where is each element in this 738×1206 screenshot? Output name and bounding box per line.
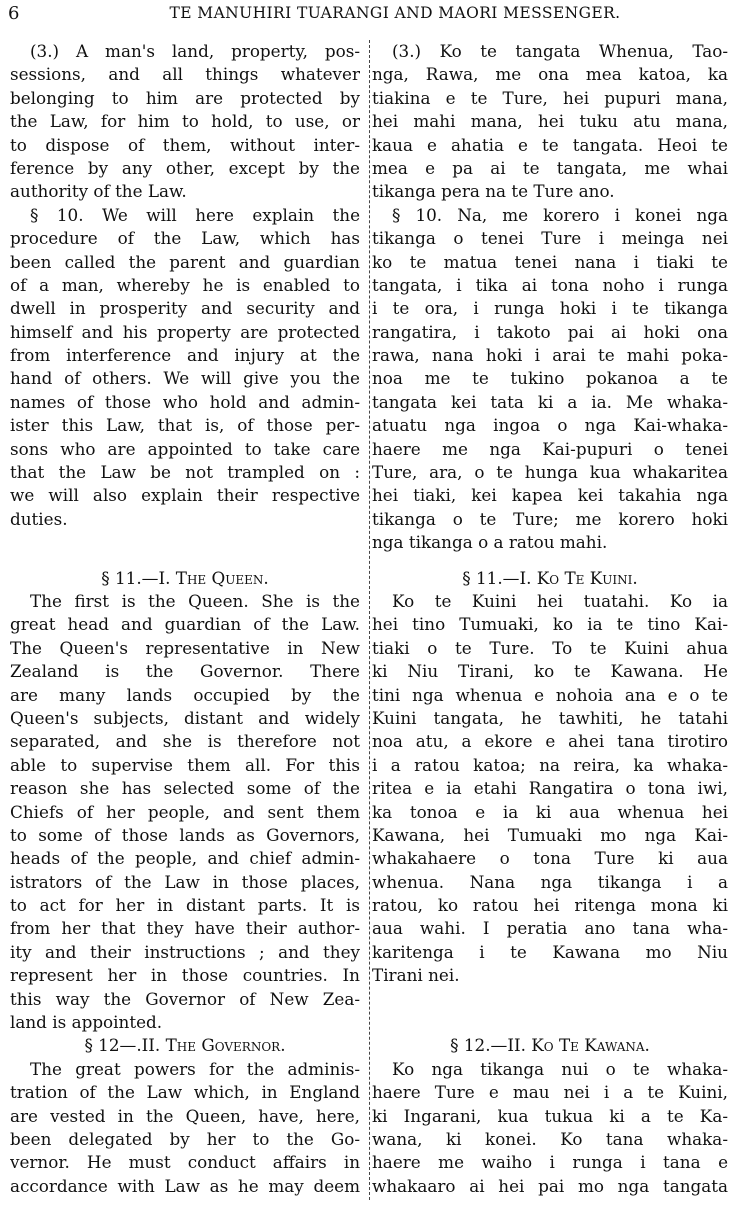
- text-line: wana, ki konei. Ko tana whaka-: [372, 1128, 728, 1149]
- text-line: aua wahi. I peratia ano tana wha-: [372, 918, 728, 939]
- text-line: sessions, and all things whatever: [10, 64, 360, 85]
- text-line: Ture, ara, o te hunga kua whakaritea: [372, 462, 728, 483]
- text-line: of a man, whereby he is enabled to: [10, 274, 360, 295]
- text-line: Kawana, hei Tumuaki mo nga Kai-: [372, 824, 728, 845]
- text-line: (3.) A man's land, property, pos-: [30, 41, 360, 61]
- text-line: nga, Rawa, me ona mea katoa, ka: [372, 64, 728, 85]
- text-line: tikanga o te Ture; me korero hoki: [372, 508, 728, 529]
- section-heading-queen: § 11.—I. The Queen.: [101, 567, 269, 588]
- text-line: ko te matua tenei nana i tiaki te: [372, 251, 728, 272]
- text-line: great head and guardian of the Law.: [10, 614, 360, 635]
- text-line: Kuini tangata, he tawhiti, he tatahi: [372, 707, 728, 728]
- text-line: ki Ingarani, kua tukua ki a te Ka-: [372, 1105, 728, 1126]
- text-line: hei tino Tumuaki, ko ia te tino Kai-: [372, 614, 728, 635]
- text-line: belonging to him are protected by: [10, 87, 360, 108]
- text-line: land is appointed.: [10, 1012, 163, 1033]
- text-line: Tirani nei.: [372, 965, 460, 986]
- text-line: tangata kei tata ki a ia. Me whaka-: [372, 391, 728, 412]
- text-line: rangatira, i takoto pai ai hoki ona: [372, 321, 728, 342]
- text-line: ka tonoa e ia ki aua whenua hei: [372, 801, 728, 822]
- text-line: reason she has selected some of the: [10, 778, 360, 799]
- text-line: authority of the Law.: [10, 181, 187, 202]
- text-line: ratou, ko ratou hei ritenga mona ki: [372, 895, 728, 916]
- text-line: dwell in prosperity and security and: [10, 298, 360, 319]
- text-line: noa atu, a ekore e ahei tana tirotiro: [372, 731, 728, 752]
- english-section-12: [10, 1058, 360, 1198]
- text-line: ister this Law, that is, of those per-: [10, 415, 360, 436]
- text-line: been delegated by her to the Go-: [10, 1128, 360, 1149]
- text-line: tration of the Law which, in England: [10, 1082, 360, 1103]
- text-line: mea e pa ai te tangata, me whai: [372, 157, 728, 178]
- text-line: haere Ture e mau nei i a te Kuini,: [372, 1082, 728, 1103]
- text-line: ritea e ia etahi Rangatira o tona iwi,: [372, 778, 728, 799]
- text-line: tiaki o te Ture. To te Kuini ahua: [372, 637, 728, 658]
- maori-section-11: [372, 590, 728, 988]
- text-line: are vested in the Queen, have, here,: [10, 1105, 360, 1126]
- text-line: hei mahi mana, hei tuku atu mana,: [372, 111, 728, 132]
- text-line: to act for her in distant parts. It is: [10, 895, 360, 916]
- text-line: tiakina e te Ture, hei pupuri mana,: [372, 87, 728, 108]
- text-line: ference by any other, except by the: [10, 157, 360, 178]
- text-line: karitenga i te Kawana mo Niu: [372, 941, 728, 962]
- text-line: tini nga whenua e nohoia ana e o te: [372, 684, 728, 705]
- text-line: noa me te tukino pokanoa a te: [372, 368, 728, 389]
- english-section-10: [10, 204, 360, 531]
- column-divider: [369, 40, 370, 1200]
- text-line: hand of others. We will give you the: [10, 368, 360, 389]
- text-line: haere me waiho i runga i tana e: [372, 1152, 728, 1173]
- text-line: rawa, nana hoki i arai te mahi poka-: [372, 345, 728, 366]
- text-line: the Law, for him to hold, to use, or: [10, 111, 360, 132]
- text-line: atuatu nga ingoa o nga Kai-whaka-: [372, 415, 728, 436]
- text-line: whakahaere o tona Ture ki aua: [372, 848, 728, 869]
- maori-section-12: [372, 1058, 728, 1198]
- text-line: himself and his property are protected: [10, 321, 360, 342]
- text-line: vernor. He must conduct affairs in: [10, 1152, 360, 1173]
- text-line: represent her in those countries. In: [10, 965, 360, 986]
- section-heading-governor: § 12—.II. The Governor.: [84, 1035, 286, 1056]
- text-line: from her that they have their author-: [10, 918, 360, 939]
- text-line: separated, and she is therefore not: [10, 731, 360, 752]
- text-line: been called the parent and guardian: [10, 251, 360, 272]
- text-line: The Queen's representative in New: [10, 637, 360, 658]
- running-title: TE MANUHIRI TUARANGI AND MAORI MESSENGER.: [169, 4, 621, 22]
- text-line: tangata, i tika ai tona noho i runga: [372, 274, 728, 295]
- text-line: (3.) Ko te tangata Whenua, Tao-: [392, 41, 728, 61]
- text-line: Chiefs of her people, and sent them: [10, 801, 360, 822]
- text-line: able to supervise them all. For this: [10, 754, 360, 775]
- text-line: i a ratou katoa; na reira, ka whaka-: [372, 754, 728, 775]
- text-line: nga tikanga o a ratou mahi.: [372, 532, 608, 553]
- text-line: names of those who hold and admin-: [10, 391, 360, 412]
- page-number: 6: [8, 3, 20, 24]
- text-line: Zealand is the Governor. There: [10, 661, 360, 682]
- english-paragraph-3: [10, 40, 360, 204]
- text-line: Ko nga tikanga nui o te whaka-: [392, 1058, 728, 1079]
- text-line: hei tiaki, kei kapea kei takahia nga: [372, 485, 728, 506]
- text-line: The first is the Queen. She is the: [30, 590, 360, 611]
- text-line: i te ora, i runga hoki i te tikanga: [372, 298, 728, 319]
- text-line: we will also explain their respective: [10, 485, 360, 506]
- text-line: to dispose of them, without inter-: [10, 134, 360, 155]
- text-line: Queen's subjects, distant and widely: [10, 707, 360, 728]
- text-line: ity and their instructions ; and they: [10, 941, 360, 962]
- text-line: are many lands occupied by the: [10, 684, 360, 705]
- section-heading-kawana: § 12.—II. Ko Te Kawana.: [450, 1035, 650, 1056]
- page-header: [0, 0, 738, 40]
- text-line: whenua. Nana nga tikanga i a: [372, 871, 728, 892]
- text-line: accordance with Law as he may deem: [10, 1175, 360, 1196]
- english-column: [10, 40, 360, 1198]
- text-line: § 10. Na, me korero i konei nga: [392, 204, 728, 225]
- text-line: whakaaro ai hei pai mo nga tangata: [372, 1175, 728, 1196]
- text-line: tikanga pera na te Ture ano.: [372, 181, 615, 202]
- text-line: Ko te Kuini hei tuatahi. Ko ia: [392, 590, 728, 611]
- text-line: to some of those lands as Governors,: [10, 824, 360, 845]
- text-line: istrators of the Law in those places,: [10, 871, 360, 892]
- text-line: duties.: [10, 508, 68, 529]
- text-line: tikanga o tenei Ture i meinga nei: [372, 228, 728, 249]
- text-line: ki Niu Tirani, ko te Kawana. He: [372, 661, 728, 682]
- english-section-11: [10, 590, 360, 1034]
- maori-section-10: [372, 204, 728, 555]
- text-line: kaua e ahatia e te tangata. Heoi te: [372, 134, 728, 155]
- text-line: that the Law be not trampled on :: [10, 462, 360, 483]
- text-line: from interference and injury at the: [10, 345, 360, 366]
- maori-column: [372, 40, 728, 1198]
- text-line: sons who are appointed to take care: [10, 438, 360, 459]
- text-line: haere me nga Kai-pupuri o tenei: [372, 438, 728, 459]
- text-line: procedure of the Law, which has: [10, 228, 360, 249]
- text-line: heads of the people, and chief admin-: [10, 848, 360, 869]
- text-line: § 10. We will here explain the: [30, 204, 360, 225]
- text-line: this way the Governor of New Zea-: [10, 988, 360, 1009]
- section-heading-kuini: § 11.—I. Ko Te Kuini.: [462, 567, 638, 588]
- text-line: The great powers for the adminis-: [30, 1058, 360, 1079]
- maori-paragraph-3: [372, 40, 728, 204]
